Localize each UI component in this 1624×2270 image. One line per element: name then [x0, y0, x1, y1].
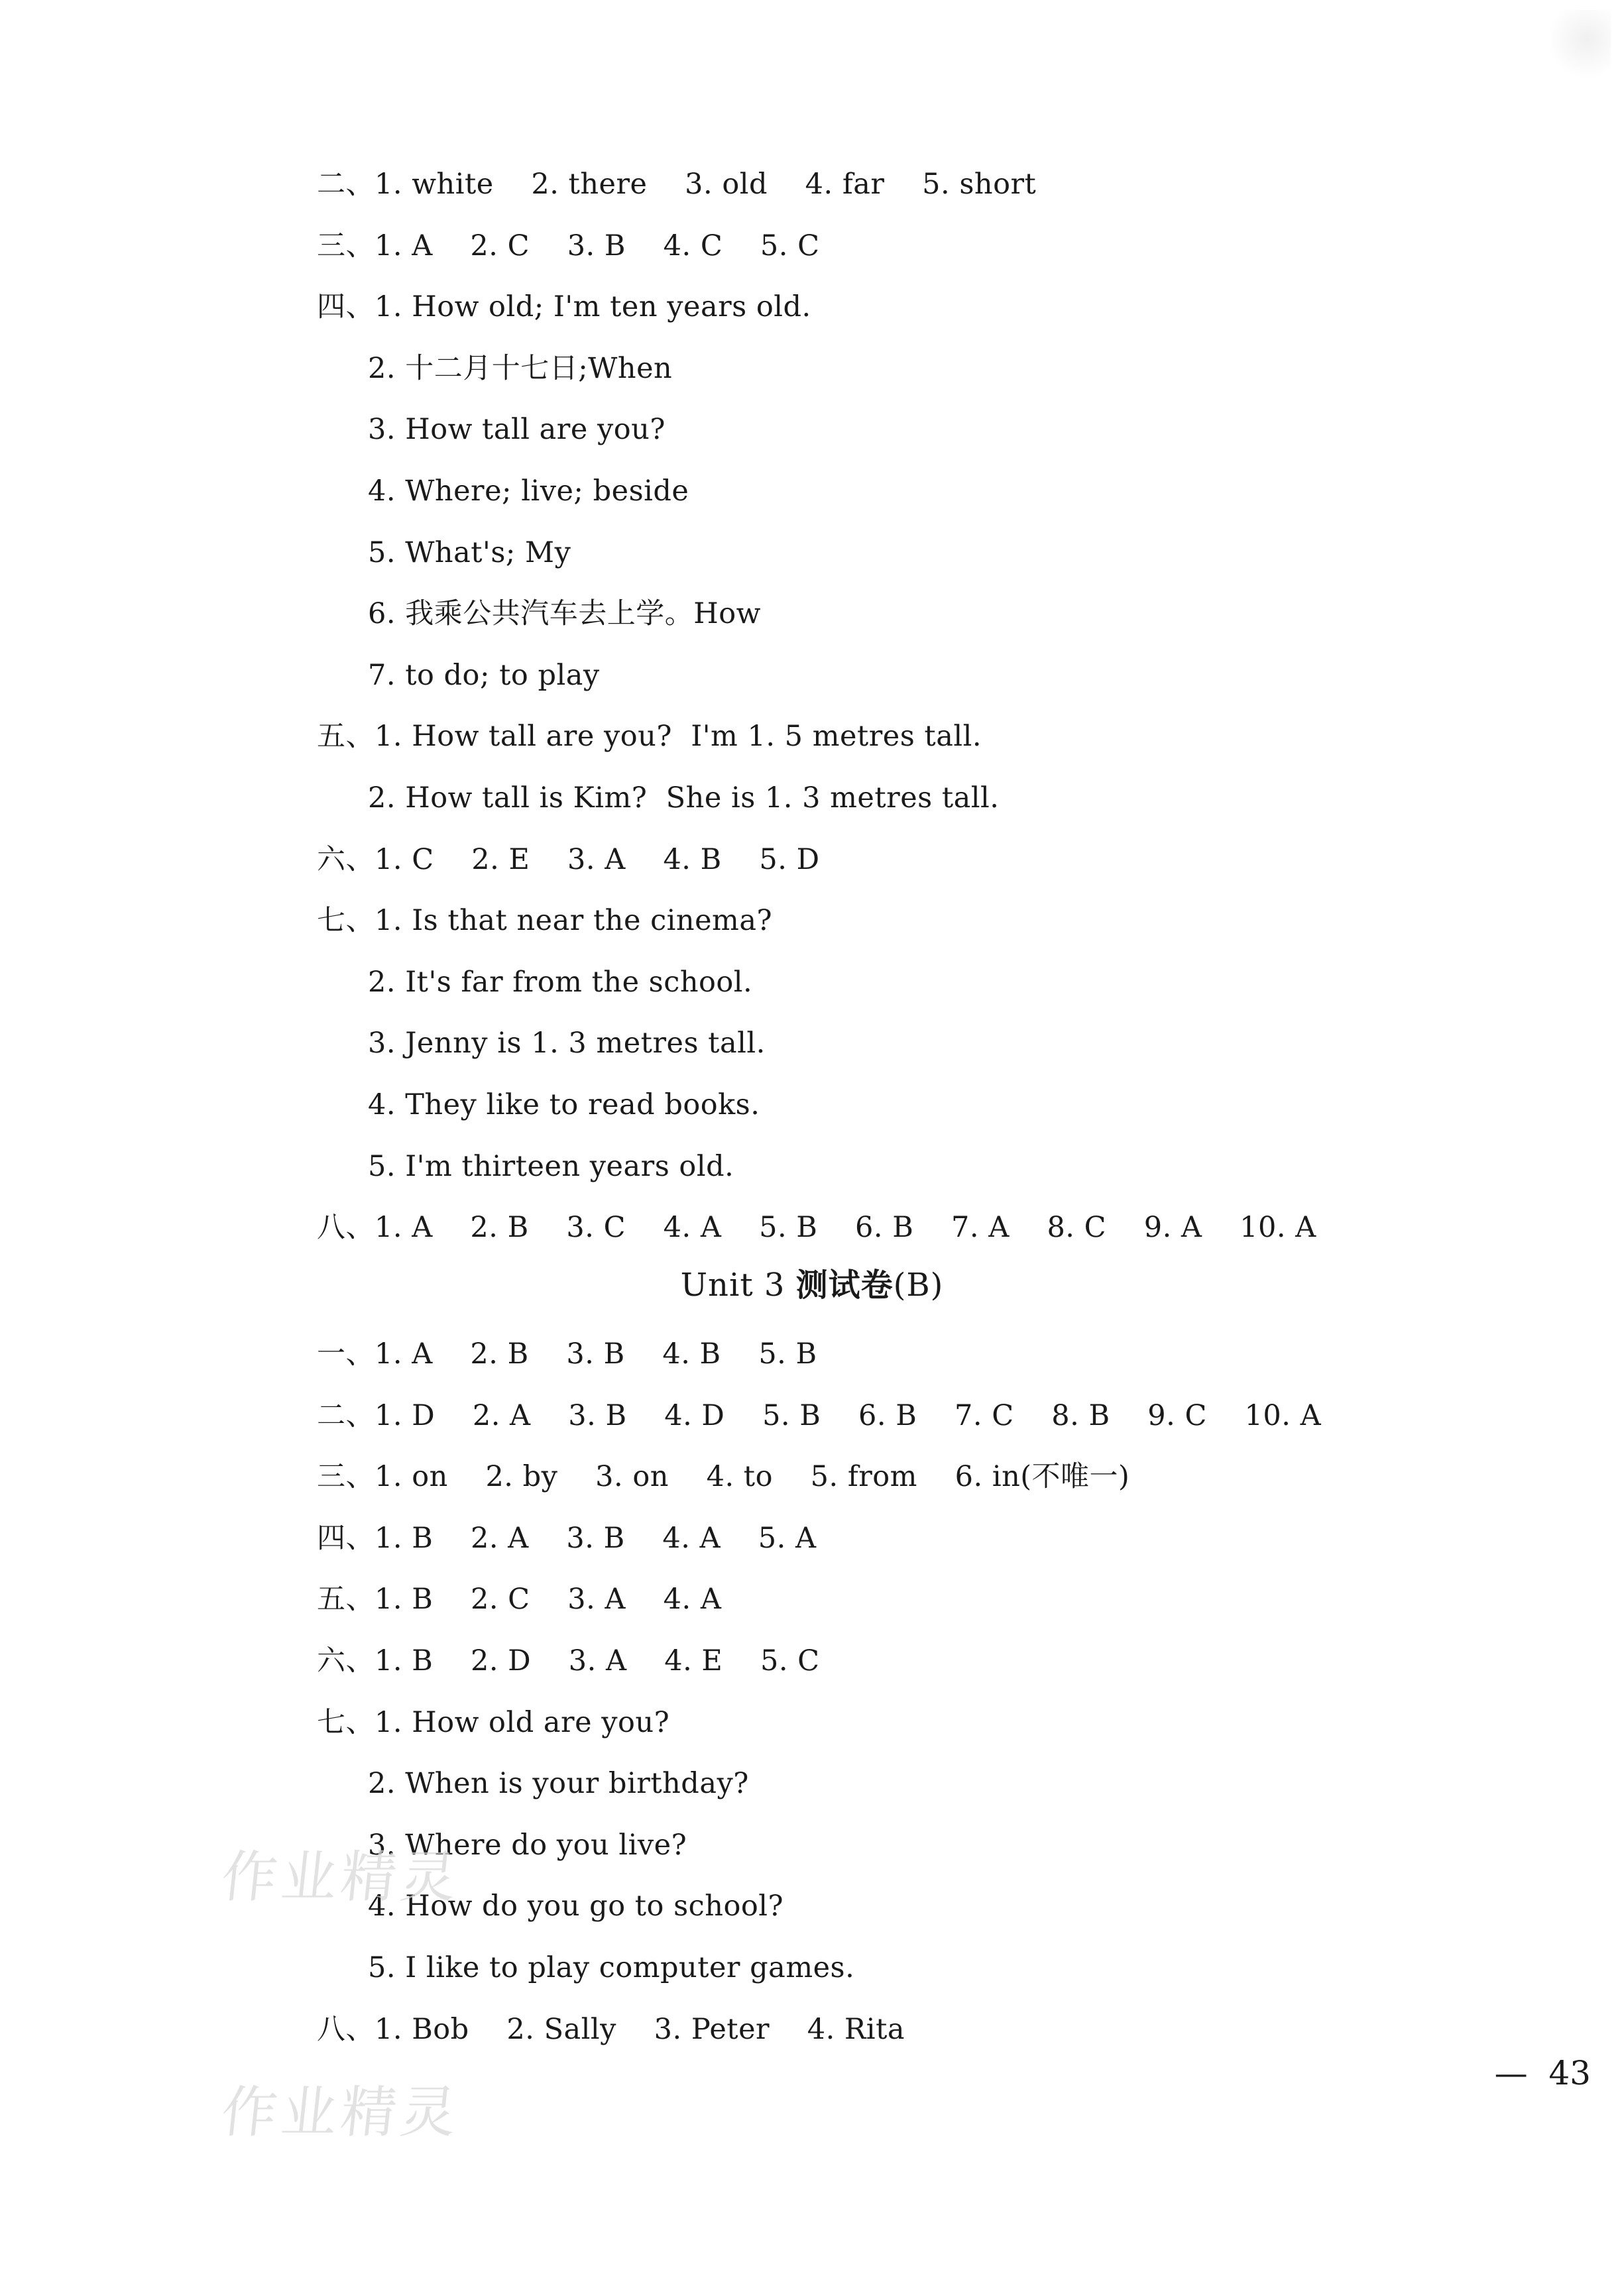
answer-line: 七、1. How old are you? — [317, 1705, 670, 1739]
answer-line: 7. to do; to play — [368, 658, 600, 692]
scan-corner-artifact — [1551, 10, 1611, 83]
answer-line: 2. How tall is Kim? She is 1. 3 metres tall. — [368, 781, 1000, 815]
watermark-upper: 作业精灵 — [218, 1844, 464, 1909]
answer-line: 一、1. A 2. B 3. B 4. B 5. B — [317, 1337, 817, 1371]
section-title — [0, 1263, 1624, 1307]
answer-line: 四、1. How old; I'm ten years old. — [317, 290, 811, 324]
answer-line: 2. When is your birthday? — [368, 1767, 749, 1801]
answer-line: 2. It's far from the school. — [368, 965, 753, 999]
answer-line: 六、1. C 2. E 3. A 4. B 5. D — [317, 842, 820, 876]
answer-line: 5. I like to play computer games. — [368, 1951, 855, 1984]
watermark-lower: 作业精灵 — [218, 2080, 464, 2145]
answer-line: 二、1. white 2. there 3. old 4. far 5. short — [317, 168, 1037, 201]
section-title-test: 测试卷 — [795, 1267, 894, 1304]
answer-line: 5. I'm thirteen years old. — [368, 1149, 734, 1183]
answer-line: 八、1. Bob 2. Sally 3. Peter 4. Rita — [317, 2012, 905, 2046]
answer-line: 五、1. How tall are you? I'm 1. 5 metres tall. — [317, 720, 982, 754]
answer-line: 3. How tall are you? — [368, 413, 666, 447]
answer-line: 三、1. on 2. by 3. on 4. to 5. from 6. in(不唯一) — [317, 1460, 1130, 1494]
answer-line: 2. 十二月十七日;When — [368, 351, 673, 385]
answer-line: 3. Where do you live? — [368, 1828, 687, 1862]
answer-line: 三、1. A 2. C 3. B 4. C 5. C — [317, 229, 820, 262]
answer-line: 5. What's; My — [368, 536, 571, 569]
answer-line: 五、1. B 2. C 3. A 4. A — [317, 1583, 722, 1617]
section-title-unit: Unit 3 — [680, 1267, 796, 1304]
page-number: — 43 — [1494, 2054, 1591, 2092]
answer-line: 六、1. B 2. D 3. A 4. E 5. C — [317, 1644, 820, 1677]
answer-line: 4. They like to read books. — [368, 1088, 760, 1121]
answer-line: 4. How do you go to school? — [368, 1890, 784, 1923]
section-title-suffix: (B) — [893, 1267, 944, 1304]
answer-line: 七、1. Is that near the cinema? — [317, 904, 773, 938]
answer-line: 4. Where; live; beside — [368, 475, 689, 508]
answer-line: 四、1. B 2. A 3. B 4. A 5. A — [317, 1521, 817, 1555]
answer-line: 6. 我乘公共汽车去上学。How — [368, 597, 761, 631]
answer-line: 八、1. A 2. B 3. C 4. A 5. B 6. B 7. A 8. C 9. A 10. A — [317, 1211, 1316, 1245]
answer-line: 3. Jenny is 1. 3 metres tall. — [368, 1027, 766, 1060]
answer-line: 二、1. D 2. A 3. B 4. D 5. B 6. B 7. C 8. B 9. C 10. A — [317, 1398, 1322, 1432]
